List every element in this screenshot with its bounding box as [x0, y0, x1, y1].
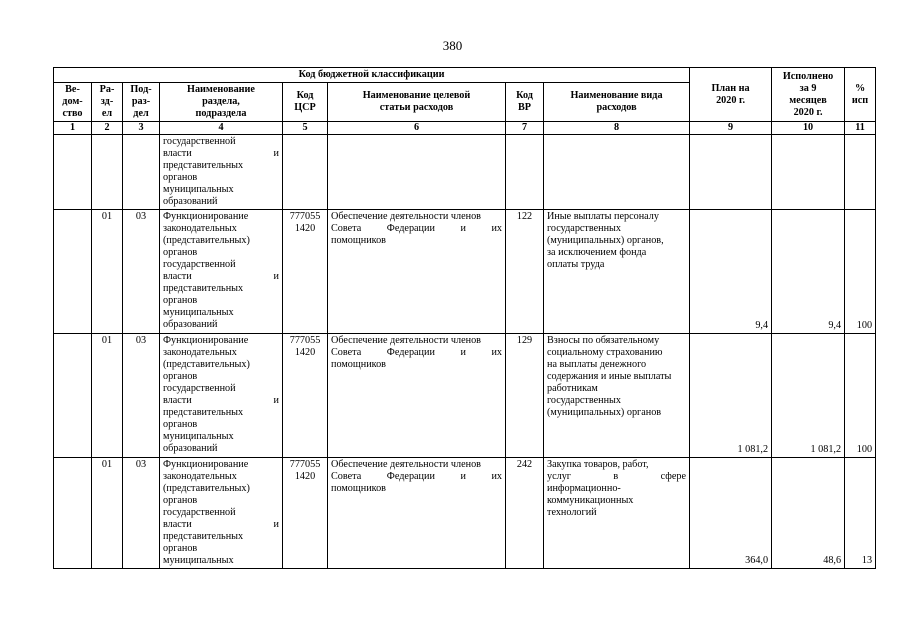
table-header [54, 68, 876, 135]
expense-type-cell: Закупка товаров, работ, услуг в сфере информационно- коммуникационных технологий [544, 458, 690, 569]
header-plan: План на 2020 г. [690, 68, 772, 122]
plan-cell: 1 081,2 [690, 334, 772, 458]
section-name-cell: Функционирование законодательных (представительных) органов государственной власти и представительных органов муниципальных образований [160, 210, 283, 334]
csr-cell: 777055 1420 [283, 334, 328, 458]
section-name-cell: Функционирование законодательных (представительных) органов государственной власти и представительных органов муниципальных [160, 458, 283, 569]
subsection-cell: 03 [123, 458, 160, 569]
expense-type-cell: Иные выплаты персоналу государственных (муниципальных) органов, за исключением фонда оплаты труда [544, 210, 690, 334]
executed-cell: 9,4 [772, 210, 845, 334]
header-vr: Код ВР [506, 83, 544, 122]
section-cell [92, 135, 123, 210]
subsection-cell: 03 [123, 210, 160, 334]
header-department: Ве- дом- ство [54, 83, 92, 122]
executed-cell [772, 135, 845, 210]
plan-cell [690, 135, 772, 210]
subsection-cell [123, 135, 160, 210]
vr-cell [506, 135, 544, 210]
column-number-1: 1 [54, 122, 92, 135]
target-article-cell: Обеспечение деятельности членов Совета Федерации и их помощников [328, 458, 506, 569]
column-number-9: 9 [690, 122, 772, 135]
subsection-cell: 03 [123, 334, 160, 458]
table-row [54, 210, 876, 334]
header-percent: % исп [845, 68, 876, 122]
table-row [54, 334, 876, 458]
csr-cell: 777055 1420 [283, 210, 328, 334]
percent-cell: 13 [845, 458, 876, 569]
percent-cell: 100 [845, 210, 876, 334]
column-number-3: 3 [123, 122, 160, 135]
page-number: 380 [442, 38, 463, 53]
header-group-row [54, 68, 876, 83]
executed-cell: 48,6 [772, 458, 845, 569]
target-article-cell: Обеспечение деятельности членов Совета Федерации и их помощников [328, 334, 506, 458]
header-section-name: Наименование раздела, подраздела [160, 83, 283, 122]
vr-cell: 122 [506, 210, 544, 334]
expense-type-cell [544, 135, 690, 210]
column-number-6: 6 [328, 122, 506, 135]
header-target-article: Наименование целевой статьи расходов [328, 83, 506, 122]
table-row [54, 135, 876, 210]
department-cell [54, 135, 92, 210]
percent-cell: 100 [845, 334, 876, 458]
target-article-cell [328, 135, 506, 210]
column-number-2: 2 [92, 122, 123, 135]
column-number-8: 8 [544, 122, 690, 135]
csr-cell [283, 135, 328, 210]
section-name-cell: Функционирование законодательных (представительных) органов государственной власти и представительных органов муниципальных образований [160, 334, 283, 458]
csr-cell: 777055 1420 [283, 458, 328, 569]
header-csr: Код ЦСР [283, 83, 328, 122]
column-number-5: 5 [283, 122, 328, 135]
column-number-10: 10 [772, 122, 845, 135]
vr-cell: 242 [506, 458, 544, 569]
header-subsection: Под- раз- дел [123, 83, 160, 122]
header-expense-type: Наименование вида расходов [544, 83, 690, 122]
table-row [54, 458, 876, 569]
column-number-7: 7 [506, 122, 544, 135]
budget-table [53, 67, 876, 569]
section-name-cell: государственной власти и представительных органов муниципальных образований [160, 135, 283, 210]
column-number-11: 11 [845, 122, 876, 135]
vr-cell: 129 [506, 334, 544, 458]
target-article-cell: Обеспечение деятельности членов Совета Федерации и их помощников [328, 210, 506, 334]
executed-cell: 1 081,2 [772, 334, 845, 458]
column-number-4: 4 [160, 122, 283, 135]
department-cell [54, 458, 92, 569]
table-body [54, 135, 876, 569]
plan-cell: 9,4 [690, 210, 772, 334]
section-cell: 01 [92, 458, 123, 569]
department-cell [54, 210, 92, 334]
section-cell: 01 [92, 210, 123, 334]
plan-cell: 364,0 [690, 458, 772, 569]
header-section: Ра- зд- ел [92, 83, 123, 122]
percent-cell [845, 135, 876, 210]
column-numbers-row [54, 122, 876, 135]
section-cell: 01 [92, 334, 123, 458]
classification-group-header: Код бюджетной классификации [54, 68, 690, 83]
header-executed: Исполнено за 9 месяцев 2020 г. [772, 68, 845, 122]
department-cell [54, 334, 92, 458]
expense-type-cell: Взносы по обязательному социальному страхованию на выплаты денежного содержания и иные выплаты работникам государственных (муниципальных) органов [544, 334, 690, 458]
